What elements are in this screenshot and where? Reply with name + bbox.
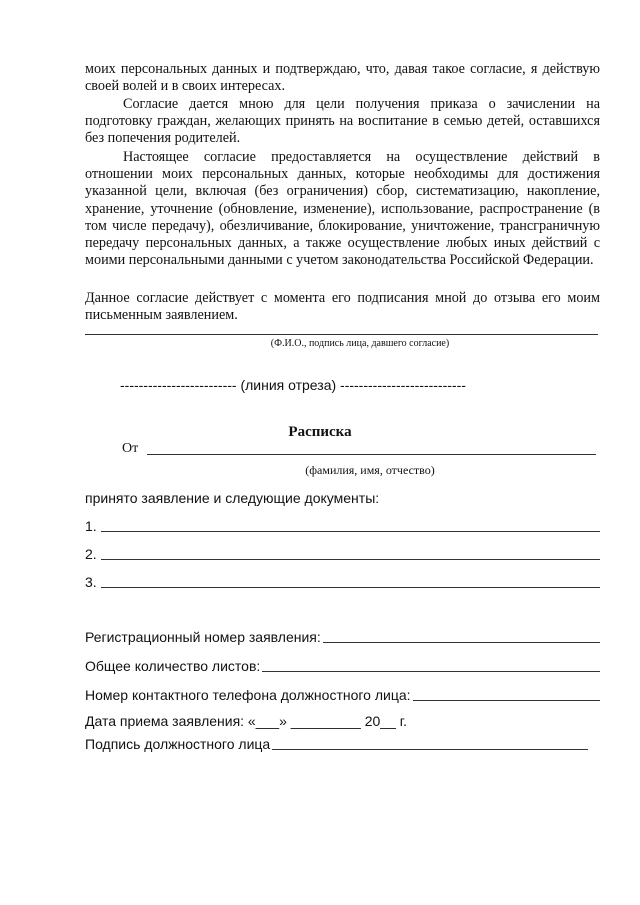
reg-number-label: Регистрационный номер заявления: bbox=[85, 629, 321, 645]
receipt-from-row bbox=[122, 439, 596, 457]
phone-line bbox=[407, 700, 600, 701]
paragraph-consent-actions: Настоящее согласие предоставляется на осуществление действий в отношении моих персональных данных, которые необходимы для достижения указанной цели, включая (без ограничения) сбор, систематизацию, накопление, хранение, уточнение (обновление, изменение), использование, распространение (в том числе передачу), обезличивание, блокирование, уничтожение, трансграничную передачу персональных данных, а также осуществление любых иных действий с моими персональными данными с учетом законодательства Российской Федерации. bbox=[85, 149, 600, 269]
official-signature-label: Подпись должностного лица bbox=[85, 736, 271, 752]
document-item-3 bbox=[85, 572, 600, 590]
sheet-count-row bbox=[85, 656, 600, 674]
document-item-1-line bbox=[101, 531, 600, 532]
reg-number-line bbox=[315, 642, 600, 643]
paragraph-consent-validity: Данное согласие действует с момента его подписания мной до отзыва его моим письменным заявлением. bbox=[85, 290, 600, 324]
document-item-2 bbox=[85, 544, 600, 562]
reg-number-row bbox=[85, 627, 600, 645]
phone-row bbox=[85, 685, 600, 703]
sheet-count-label: Общее количество листов: bbox=[85, 658, 261, 674]
document-item-2-number: 2. bbox=[85, 546, 97, 562]
document-item-1 bbox=[85, 516, 600, 534]
cut-line: ------------------------- (линия отреза) --------------------------- bbox=[120, 377, 466, 393]
sheet-count-line bbox=[257, 671, 600, 672]
document-item-3-line bbox=[101, 587, 600, 588]
accepted-text: принято заявление и следующие документы: bbox=[85, 490, 380, 506]
document-item-2-line bbox=[101, 559, 600, 560]
from-caption: (фамилия, имя, отчество) bbox=[305, 463, 435, 477]
signature-line bbox=[85, 334, 598, 335]
paragraph-consent-purpose: Согласие дается мною для цели получения приказа о зачислении на подготовку граждан, желающих принять на воспитание в семью детей, оставшихся без попечения родителей. bbox=[85, 96, 600, 147]
document-item-1-number: 1. bbox=[85, 518, 97, 534]
from-line bbox=[147, 454, 596, 455]
date-field: Дата приема заявления: «___» _________ 20__ г. bbox=[85, 713, 408, 729]
phone-label: Номер контактного телефона должностного лица: bbox=[85, 687, 411, 703]
document-item-3-number: 3. bbox=[85, 574, 97, 590]
official-signature-row bbox=[85, 734, 588, 752]
receipt-title: Расписка bbox=[288, 424, 352, 440]
paragraph-consent-will: моих персональных данных и подтверждаю, что, давая такое согласие, я действую своей волей и в своих интересах. bbox=[85, 61, 600, 95]
from-label: От bbox=[122, 441, 139, 456]
official-signature-line bbox=[270, 749, 588, 750]
signature-caption: (Ф.И.О., подпись лица, давшего согласие) bbox=[270, 338, 450, 349]
